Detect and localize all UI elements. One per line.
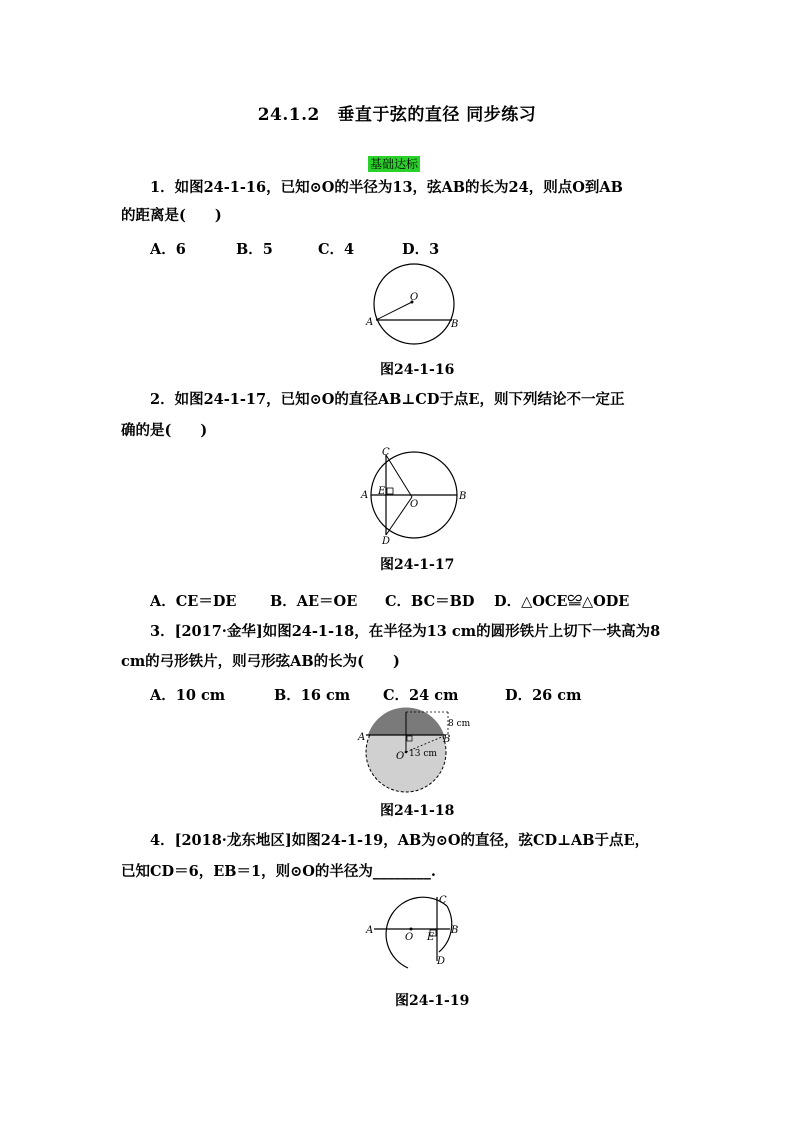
q2-circle-figure bbox=[356, 447, 476, 547]
q3-label-o: O bbox=[396, 751, 405, 762]
q2-label-d: D bbox=[382, 536, 391, 547]
page-title: 24.1.2 垂直于弦的直径 同步练习 bbox=[257, 105, 537, 125]
q2-option-a: A．CE＝DE bbox=[150, 593, 237, 610]
q3-circle-figure bbox=[355, 710, 475, 795]
q4-figure-caption: 图24-1-19 bbox=[395, 993, 470, 1009]
q1-label-a: A bbox=[366, 317, 374, 328]
q3-label-radius: 13 cm bbox=[409, 749, 437, 759]
q1-option-c: C．4 bbox=[318, 241, 355, 258]
q4-label-e: E bbox=[427, 932, 435, 943]
q4-label-a: A bbox=[366, 925, 374, 936]
section-tag: 基础达标 bbox=[370, 157, 419, 171]
q2-label-e: E bbox=[378, 486, 386, 497]
q1-option-d: D．3 bbox=[402, 241, 440, 258]
q4-stem-line1: 4．[2018·龙东地区]如图24-1-19，AB为⊙O的直径，弦CD⊥AB于点E， bbox=[150, 832, 650, 849]
q2-label-a: A bbox=[361, 490, 369, 501]
q2-label-c: C bbox=[382, 447, 390, 458]
q2-label-b: B bbox=[459, 491, 467, 502]
q2-option-b: B．AE＝OE bbox=[270, 593, 358, 610]
q1-stem-line1: 1．如图24-1-16，已知⊙O的半径为13，弦AB的长为24，则点O到AB bbox=[150, 179, 623, 196]
q4-label-b: B bbox=[451, 925, 459, 936]
q2-figure-caption: 图24-1-17 bbox=[380, 557, 455, 573]
q3-option-d: D．26 cm bbox=[505, 687, 582, 704]
q1-figure-caption: 图24-1-16 bbox=[380, 362, 455, 378]
q3-option-a: A．10 cm bbox=[150, 687, 226, 704]
q3-stem-line2: cm的弓形铁片，则弓形弦AB的长为( ) bbox=[121, 653, 400, 670]
q1-circle-figure bbox=[360, 262, 470, 352]
q3-label-b: B bbox=[443, 734, 451, 745]
q1-stem-line2: 的距离是( ) bbox=[121, 207, 222, 224]
q4-stem-line2: 已知CD＝6，EB＝1，则⊙O的半径为________. bbox=[121, 863, 436, 880]
q2-option-c: C．BC＝BD bbox=[385, 593, 475, 610]
q1-option-b: B．5 bbox=[236, 241, 273, 258]
q3-stem-line1: 3．[2017·金华]如图24-1-18，在半径为13 cm的圆形铁片上切下一块高为8 bbox=[150, 623, 661, 640]
q2-label-o: O bbox=[410, 499, 419, 510]
q2-stem-line1: 2．如图24-1-17，已知⊙O的直径AB⊥CD于点E，则下列结论不一定正 bbox=[150, 391, 625, 408]
q3-label-a: A bbox=[358, 732, 366, 743]
q4-label-c: C bbox=[439, 895, 447, 906]
q3-figure-caption: 图24-1-18 bbox=[380, 803, 455, 819]
q3-option-c: C．24 cm bbox=[383, 687, 459, 704]
q3-option-b: B．16 cm bbox=[274, 687, 351, 704]
q2-option-d: D．△OCE≌△ODE bbox=[494, 593, 630, 610]
q3-label-height: 8 cm bbox=[448, 719, 471, 729]
q1-label-o: O bbox=[410, 292, 419, 303]
q1-option-a: A．6 bbox=[150, 241, 186, 258]
q2-stem-line2: 确的是( ) bbox=[121, 422, 208, 439]
q4-circle-figure bbox=[363, 888, 463, 970]
q4-label-o: O bbox=[405, 932, 414, 943]
q4-label-d: D bbox=[437, 956, 446, 967]
q1-label-b: B bbox=[451, 319, 459, 330]
